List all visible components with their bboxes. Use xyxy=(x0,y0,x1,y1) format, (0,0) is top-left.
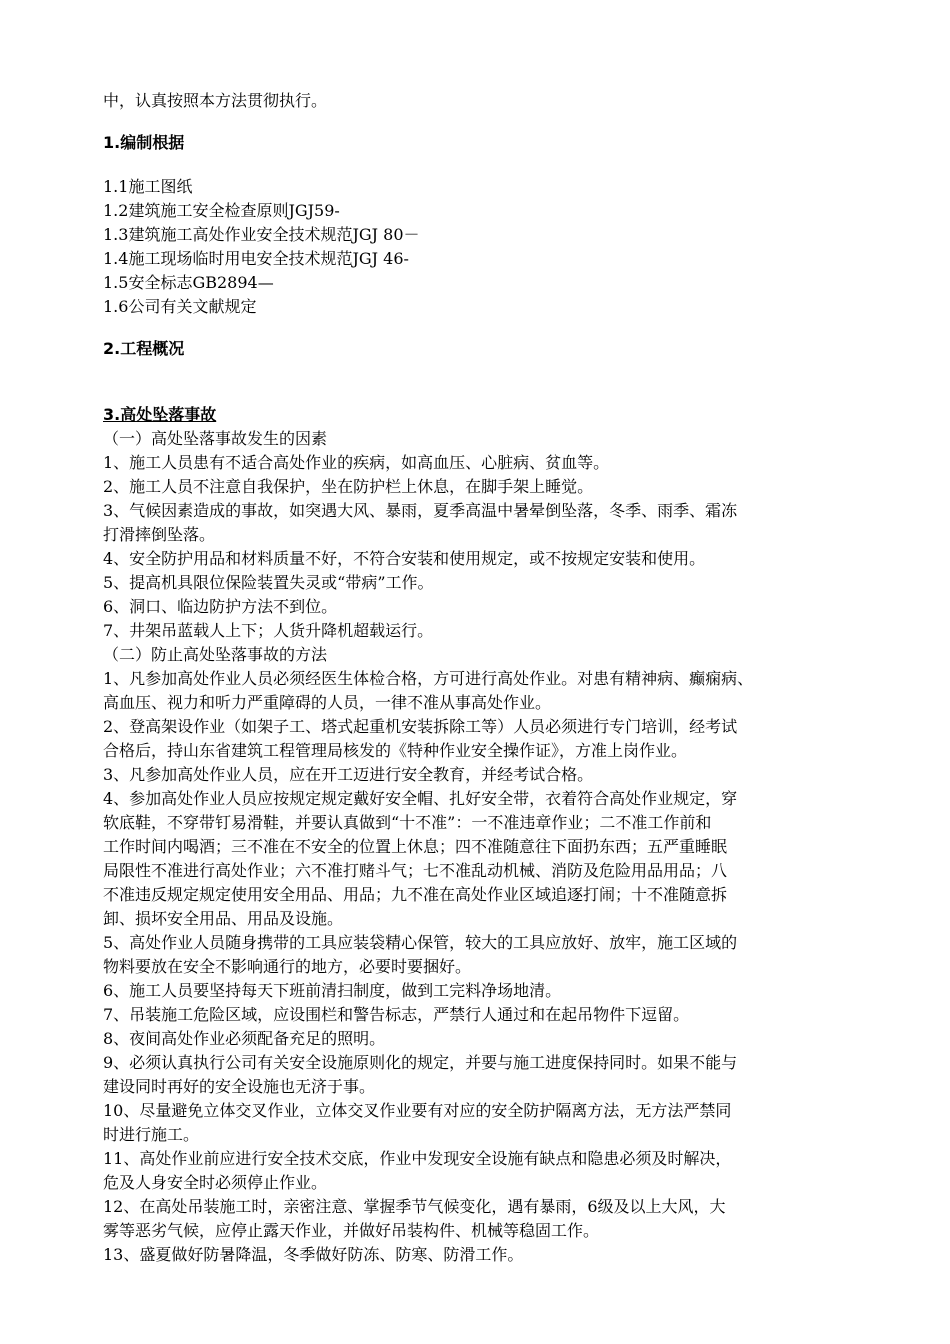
text-line: 时进行施工。 xyxy=(103,1125,200,1144)
text-line: 打滑摔倒坠落。 xyxy=(103,525,216,544)
text-line: 7、吊装施工危险区域，应设围栏和警告标志，严禁行人通过和在起吊物件下逗留。 xyxy=(103,1005,690,1024)
text-line: 7、井架吊蓝载人上下；人货升降机超载运行。 xyxy=(103,621,434,640)
text-line: 危及人身安全时必须停止作业。 xyxy=(103,1173,328,1192)
text-line: 3、凡参加高处作业人员，应在开工迈进行安全教育，并经考试合格。 xyxy=(103,765,594,784)
text-line: 11、高处作业前应进行安全技术交底，作业中发现安全设施有缺点和隐患必须及时解决， xyxy=(103,1149,732,1168)
text-line: 3、气候因素造成的事故，如突遇大风、暴雨，夏季高温中暑晕倒坠落，冬季、雨季、霜冻 xyxy=(103,501,738,520)
text-line: 工作时间内喝酒；三不准在不安全的位置上休息；四不准随意往下面扔东西；五严重睡眠 xyxy=(103,837,728,856)
text-line: 2、施工人员不注意自我保护，坐在防护栏上休息，在脚手架上睡觉。 xyxy=(103,477,594,496)
text-line: 卸、损坏安全用品、用品及设施。 xyxy=(103,909,344,928)
text-line: 12、在高处吊装施工时，亲密注意、掌握季节气候变化，遇有暴雨，6级及以上大风，大 xyxy=(103,1197,726,1216)
text-line: 物料要放在安全不影响通行的地方，必要时要捆好。 xyxy=(103,957,472,976)
text-line: 1、凡参加高处作业人员必须经医生体检合格，方可进行高处作业。对患有精神病、癫痫病、 xyxy=(103,669,754,688)
section-3-subheading-2: （二）防止高处坠落事故的方法 xyxy=(103,645,328,664)
text-line: 高血压、视力和听力严重障碍的人员，一律不准从事高处作业。 xyxy=(103,693,552,712)
text-line: 局限性不准进行高处作业；六不准打赌斗气；七不准乱动机械、消防及危险用品用品；八 xyxy=(103,861,728,880)
list-item: 1.3建筑施工高处作业安全技术规范JGJ 80－ xyxy=(103,225,420,244)
text-line: 8、夜间高处作业必须配备充足的照明。 xyxy=(103,1029,386,1048)
text-line: 2、登高架设作业（如架子工、塔式起重机安装拆除工等）人员必须进行专门培训，经考试 xyxy=(103,717,738,736)
text-line: 软底鞋，不穿带钉易滑鞋，并要认真做到“十不准”：一不准违章作业；二不准工作前和 xyxy=(103,813,712,832)
section-1-title: 1.编制根据 xyxy=(103,133,185,152)
text-line: 建设同时再好的安全设施也无济于事。 xyxy=(103,1077,376,1096)
text-line: 6、施工人员要坚持每天下班前清扫制度，做到工完料净场地清。 xyxy=(103,981,562,1000)
text-line: 4、安全防护用品和材料质量不好，不符合安装和使用规定，或不按规定安装和使用。 xyxy=(103,549,706,568)
text-line: 10、尽量避免立体交叉作业，立体交叉作业要有对应的安全防护隔离方法，无方法严禁同 xyxy=(103,1101,732,1120)
list-item: 1.5安全标志GB2894— xyxy=(103,273,274,292)
text-line: 合格后，持山东省建筑工程管理局核发的《特种作业安全操作证》，方准上岗作业。 xyxy=(103,741,688,760)
list-item: 1.6公司有关文献规定 xyxy=(103,297,257,316)
text-line: 1、施工人员患有不适合高处作业的疾病，如高血压、心脏病、贫血等。 xyxy=(103,453,610,472)
section-3-subheading-1: （一）高处坠落事故发生的因素 xyxy=(103,429,328,448)
text-line: 不准违反规定规定使用安全用品、用品；九不准在高处作业区域追逐打闹；十不准随意拆 xyxy=(103,885,728,904)
text-line: 6、洞口、临边防护方法不到位。 xyxy=(103,597,338,616)
list-item: 1.4施工现场临时用电安全技术规范JGJ 46- xyxy=(103,249,409,268)
text-line: 5、高处作业人员随身携带的工具应装袋精心保管，较大的工具应放好、放牢，施工区域的 xyxy=(103,933,738,952)
text-line: 雾等恶劣气候，应停止露天作业，并做好吊装构件、机械等稳固工作。 xyxy=(103,1221,600,1240)
intro-line: 中，认真按照本方法贯彻执行。 xyxy=(103,91,328,110)
section-2-title: 2.工程概况 xyxy=(103,339,185,358)
text-line: 9、必须认真执行公司有关安全设施原则化的规定，并要与施工进度保持同时。如果不能与 xyxy=(103,1053,738,1072)
section-3-title: 3.高处坠落事故 xyxy=(103,405,217,424)
text-line: 5、提高机具限位保险装置失灵或“带病”工作。 xyxy=(103,573,434,592)
list-item: 1.1施工图纸 xyxy=(103,177,193,196)
list-item: 1.2建筑施工安全检查原则JGJ59- xyxy=(103,201,340,220)
text-line: 4、参加高处作业人员应按规定规定戴好安全帽、扎好安全带，衣着符合高处作业规定，穿 xyxy=(103,789,738,808)
text-line: 13、盛夏做好防暑降温，冬季做好防冻、防寒、防滑工作。 xyxy=(103,1245,524,1264)
